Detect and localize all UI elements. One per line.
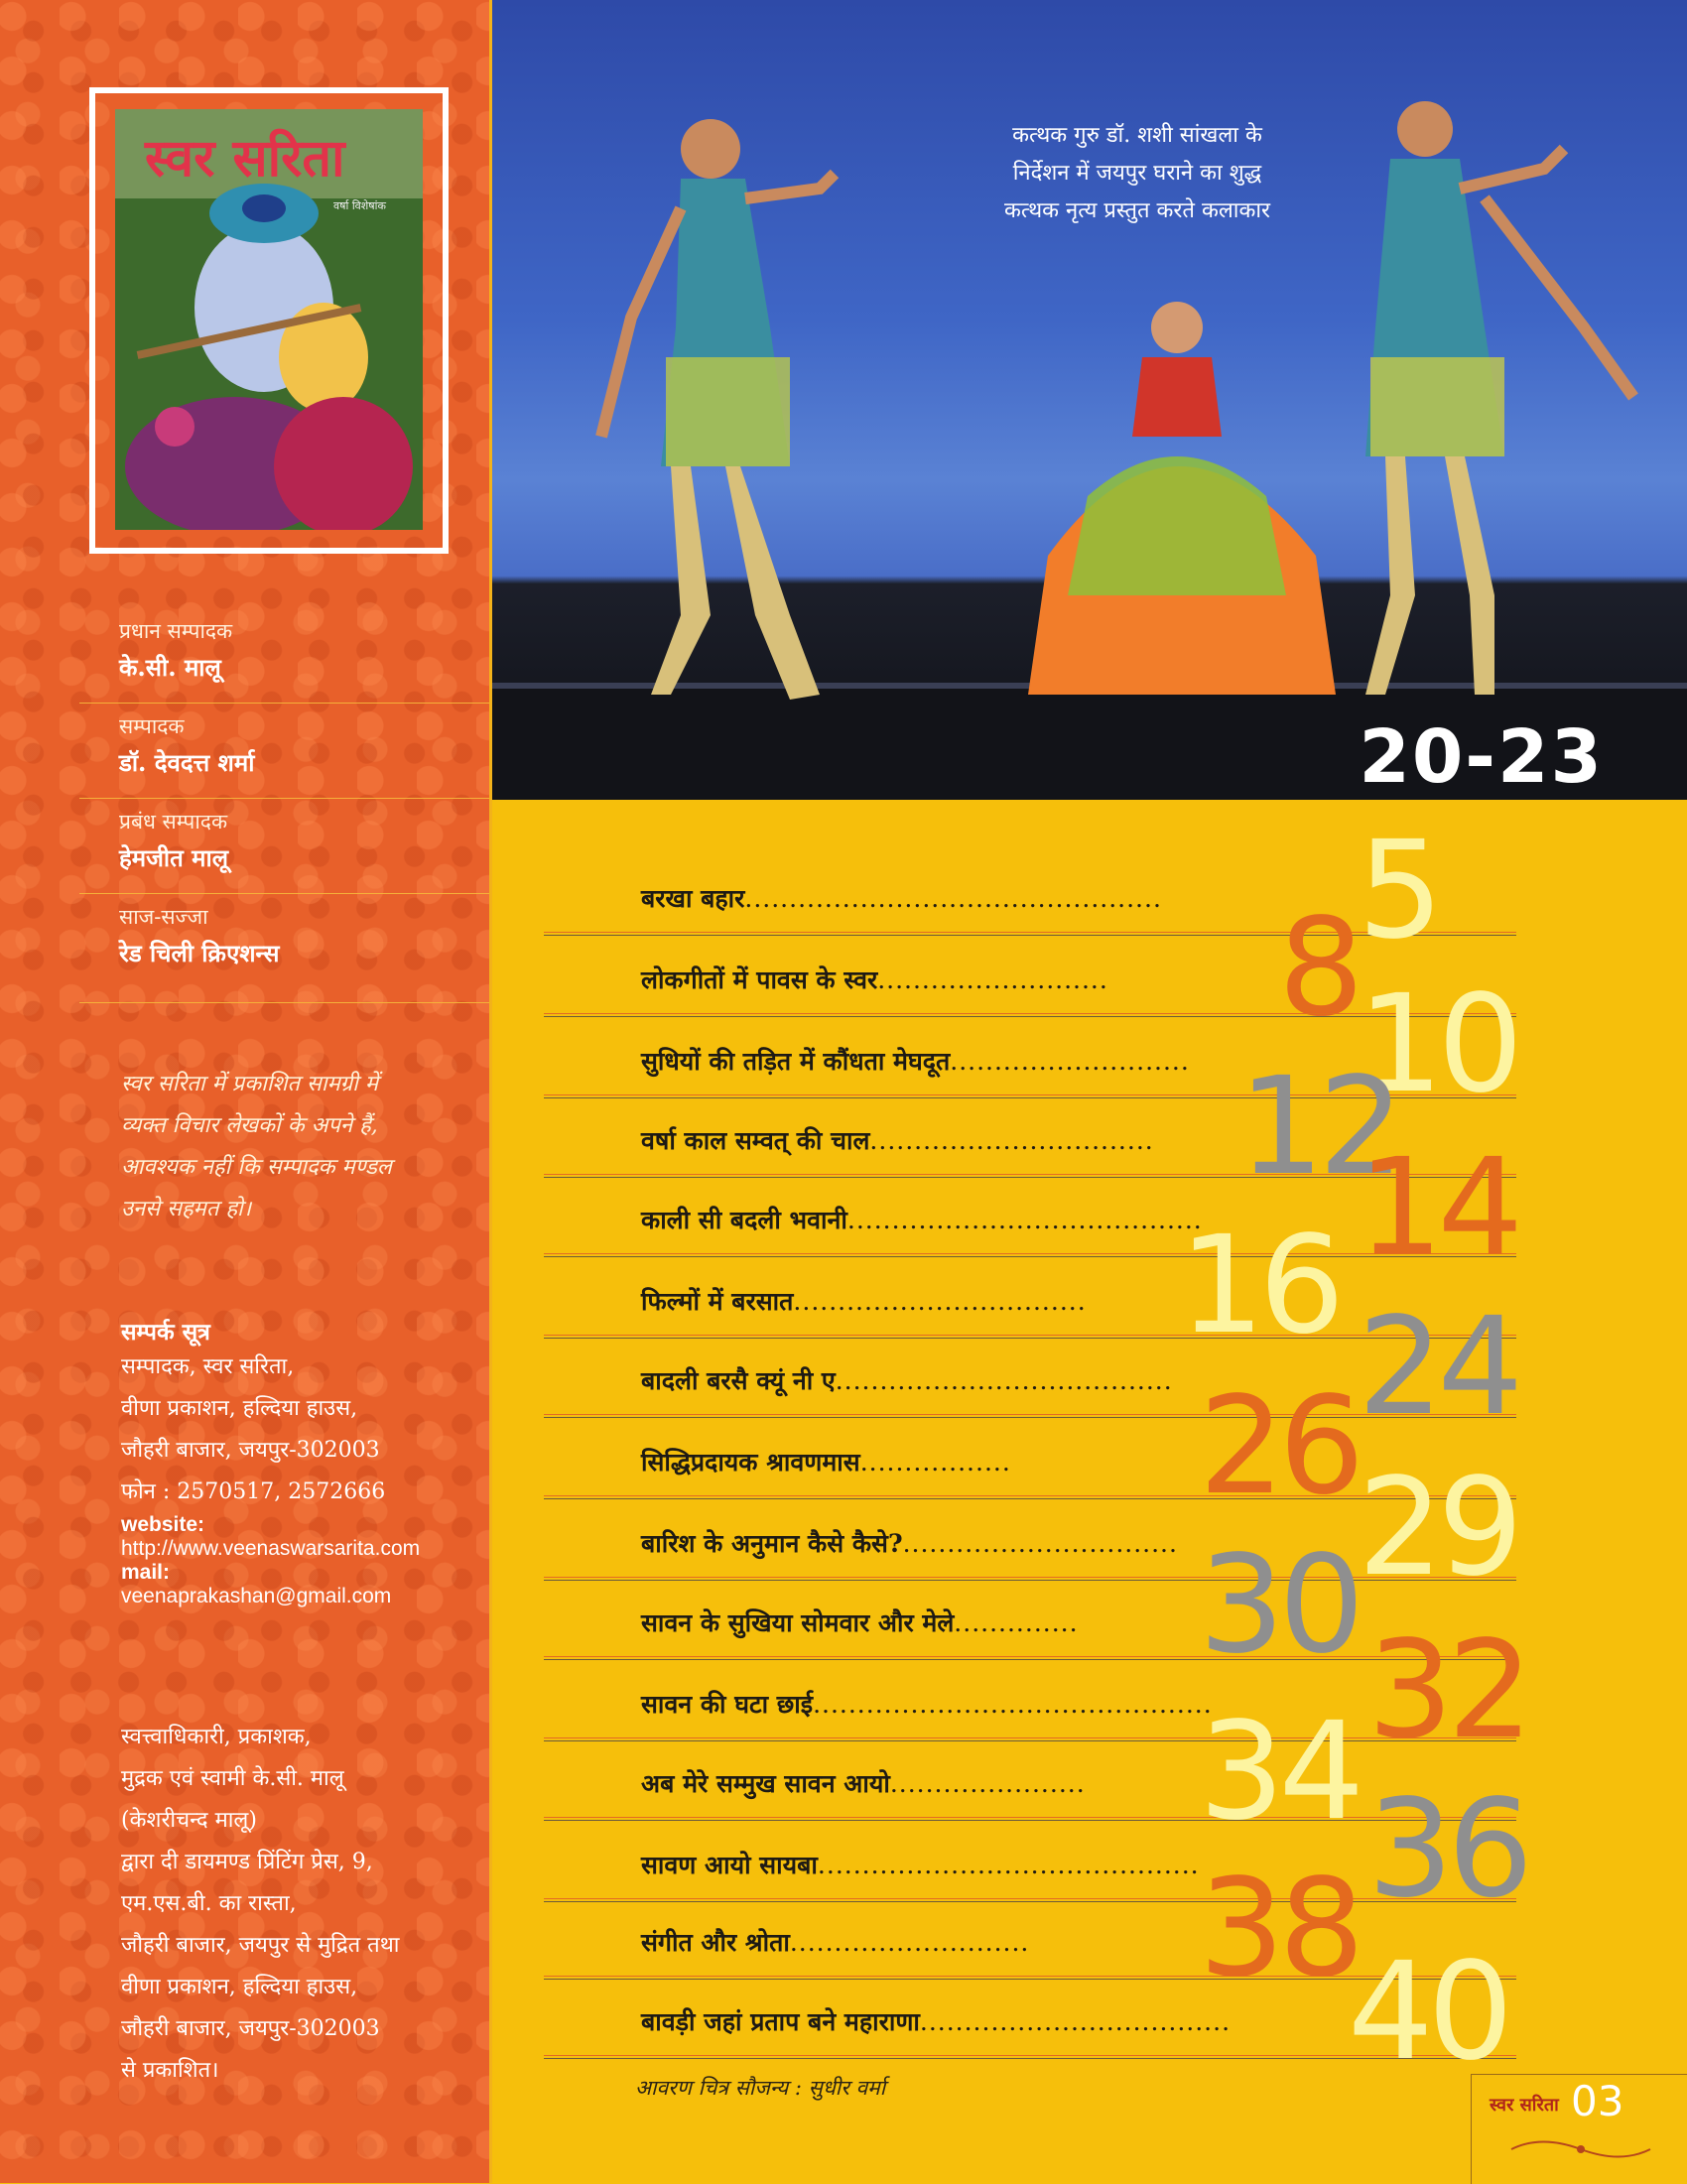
toc-title-text: सुधियों की तड़ित में कौंधता मेघदूत xyxy=(641,1047,951,1076)
toc-title-text: बादली बरसै क्यूं नी ए xyxy=(641,1366,836,1395)
staff-editor xyxy=(79,712,489,802)
toc-page-number: 12 xyxy=(1238,1049,1399,1206)
toc-leader-dots: ................. xyxy=(859,1448,1011,1477)
publisher-line: जौहरी बाजार, जयपुर से मुद्रित तथा xyxy=(121,1933,400,1958)
staff-name: के.सी. मालू xyxy=(119,653,221,682)
publisher-line: से प्रकाशित। xyxy=(121,2058,219,2083)
toc-page-number: 24 xyxy=(1358,1289,1518,1446)
toc-entry-title xyxy=(641,1606,1079,1639)
folio-page-number: 03 xyxy=(1571,2077,1624,2125)
divider xyxy=(79,798,489,799)
toc-leader-dots: ...................................... xyxy=(835,1366,1173,1395)
toc-entry-title xyxy=(641,1363,1173,1397)
staff-name: हेमजीत मालू xyxy=(119,843,228,872)
toc-entry-title xyxy=(641,1284,1087,1318)
contact-line: वीणा प्रकाशन, हल्दिया हाउस, xyxy=(121,1396,358,1421)
disclaimer-line: आवश्यक नहीं कि सम्पादक मण्डल xyxy=(121,1155,392,1180)
cover-frame xyxy=(89,87,449,554)
staff-role: सम्पादक xyxy=(119,714,185,738)
toc-leader-dots: ........................................ xyxy=(846,1206,1203,1234)
toc-page-number: 38 xyxy=(1199,1851,1360,2007)
toc-entry-title xyxy=(641,2004,1231,2038)
caption-line: कत्थक नृत्य प्रस्तुत करते कलाकार xyxy=(1003,198,1271,223)
toc-entry-title xyxy=(641,1526,1178,1560)
toc-leader-dots: ............................................. xyxy=(813,1690,1213,1719)
toc-entry-title xyxy=(641,1687,1213,1721)
sidebar xyxy=(0,0,489,2183)
toc-page-number: 29 xyxy=(1358,1450,1518,1606)
disclaimer-line: स्वर सरिता में प्रकाशित सामग्री में xyxy=(121,1072,379,1096)
staff-name: रेड चिली क्रिएशन्स xyxy=(119,939,280,967)
contact-heading: सम्पर्क सूत्र xyxy=(121,1319,210,1346)
toc-title-text: वर्षा काल सम्वत् की चाल xyxy=(641,1126,870,1155)
disclaimer-line: उनसे सहमत हो। xyxy=(121,1197,252,1221)
disclaimer-line: व्यक्त विचार लेखकों के अपने हैं, xyxy=(121,1113,378,1138)
cover-thumbnail[interactable] xyxy=(115,109,423,530)
toc-entry-title xyxy=(641,1925,1029,1959)
toc-leader-dots: ................................... xyxy=(919,2007,1232,2036)
toc-leader-dots: ............................................... xyxy=(744,884,1162,913)
toc-page-number: 16 xyxy=(1179,1208,1340,1364)
toc-page-number: 34 xyxy=(1199,1694,1360,1851)
staff-role: साज-सज्जा xyxy=(119,905,208,929)
toc-entry-title xyxy=(641,881,1162,915)
toc-leader-dots: ............................... xyxy=(902,1529,1178,1558)
staff-chief-editor xyxy=(79,617,489,707)
disclaimer xyxy=(121,1064,478,1230)
website-label: website: xyxy=(121,1513,205,1536)
publisher-line: वीणा प्रकाशन, हल्दिया हाउस, xyxy=(121,1975,358,1999)
toc-title-text: सिद्धिप्रदायक श्रावणमास xyxy=(641,1448,860,1477)
publisher-line: जौहरी बाजार, जयपुर-302003 xyxy=(121,2016,380,2041)
publisher-line: स्वत्त्वाधिकारी, प्रकाशक, xyxy=(121,1725,312,1749)
toc-entry-title xyxy=(641,1848,1200,1881)
staff-managing-editor xyxy=(79,808,489,897)
staff-name: डॉ. देवदत्त शर्मा xyxy=(119,748,255,777)
photo-caption xyxy=(929,117,1346,230)
staff-role: प्रधान सम्पादक xyxy=(119,619,233,643)
toc-leader-dots: .............. xyxy=(954,1608,1079,1637)
contact-block xyxy=(121,1315,478,1608)
toc-title-text: सावन के सुखिया सोमवार और मेले xyxy=(641,1608,955,1637)
toc-page-number: 32 xyxy=(1367,1612,1528,1769)
toc-entry-title xyxy=(641,1203,1203,1236)
contact-line: फोन : 2570517, 2572666 xyxy=(121,1479,386,1504)
toc-title-text: अब मेरे सम्मुख सावन आयो xyxy=(641,1769,890,1798)
staff-design xyxy=(79,903,489,1002)
contact-line: जौहरी बाजार, जयपुर-302003 xyxy=(121,1438,380,1463)
toc-title-text: सावन की घटा छाई xyxy=(641,1690,814,1719)
publisher-info xyxy=(121,1717,498,2092)
publisher-line: एम.एस.बी. का रास्ता, xyxy=(121,1891,297,1916)
toc-leader-dots: ...................... xyxy=(889,1769,1086,1798)
toc-leader-dots: ........................... xyxy=(950,1047,1190,1076)
cover-title: स्वर सरिता xyxy=(145,128,345,189)
toc-page-number: 40 xyxy=(1348,1934,1508,2091)
toc-entry-title xyxy=(641,1766,1086,1800)
mail-label: mail: xyxy=(121,1561,171,1584)
toc-leader-dots: ........................................... xyxy=(817,1851,1200,1879)
ornament-icon xyxy=(1501,2134,1660,2164)
toc-page-number: 8 xyxy=(1278,890,1359,1047)
toc-leader-dots: ................................ xyxy=(869,1126,1154,1155)
toc-title-text: बरखा बहार xyxy=(641,884,745,913)
toc-title-text: लोकगीतों में पावस के स्वर xyxy=(641,965,878,994)
toc-entry-title xyxy=(641,1044,1190,1078)
feature-photo[interactable] xyxy=(492,0,1687,800)
caption-line: निर्देशन में जयपुर घराने का शुद्ध xyxy=(1012,161,1262,186)
toc-entry-title xyxy=(641,1123,1154,1157)
publisher-line: मुद्रक एवं स्वामी के.सी. मालू xyxy=(121,1766,344,1791)
publisher-line: द्वारा दी डायमण्ड प्रिंटिंग प्रेस, 9, xyxy=(121,1850,373,1874)
toc-title-text: संगीत और श्रोता xyxy=(641,1928,790,1957)
toc-page-number: 30 xyxy=(1199,1527,1360,1684)
cover-subtitle: वर्षा विशेषांक xyxy=(333,199,386,212)
toc-entry-title xyxy=(641,963,1108,996)
photo-page-range: 20-23 xyxy=(1359,714,1604,800)
publisher-line: (केशरीचन्द मालू) xyxy=(121,1808,257,1833)
toc-page-number: 14 xyxy=(1358,1130,1518,1287)
contact-line: सम्पादक, स्वर सरिता, xyxy=(121,1354,295,1379)
mail-link[interactable]: veenaprakashan@gmail.com xyxy=(121,1585,392,1607)
divider xyxy=(79,703,489,704)
caption-line: कत्थक गुरु डॉ. शशी सांखला के xyxy=(1012,123,1262,148)
toc-page-number: 10 xyxy=(1358,966,1518,1123)
toc-leader-dots: .......................... xyxy=(877,965,1108,994)
toc-title-text: सावण आयो सायबा xyxy=(641,1851,818,1879)
toc-title-text: काली सी बदली भवानी xyxy=(641,1206,847,1234)
divider xyxy=(79,893,489,894)
toc-leader-dots: ........................... xyxy=(789,1928,1030,1957)
website-link[interactable]: http://www.veenaswarsarita.com xyxy=(121,1537,421,1560)
toc-title-text: बावड़ी जहां प्रताप बने महाराणा xyxy=(641,2007,920,2036)
divider xyxy=(79,1002,489,1003)
toc-title-text: बारिश के अनुमान कैसे कैसे? xyxy=(641,1529,903,1558)
staff-role: प्रबंध सम्पादक xyxy=(119,810,228,834)
folio-magazine-name: स्वर सरिता xyxy=(1490,2095,1559,2116)
toc-page-number: 5 xyxy=(1358,813,1438,969)
toc-page-number: 36 xyxy=(1367,1771,1528,1928)
toc-page-number: 26 xyxy=(1199,1368,1360,1525)
page-folio xyxy=(1471,2074,1687,2184)
toc-title-text: फिल्मों में बरसात xyxy=(641,1287,794,1316)
toc-entry-title xyxy=(641,1445,1011,1478)
toc-leader-dots: ................................. xyxy=(793,1287,1087,1316)
cover-credit: आवरण चित्र सौजन्य : सुधीर वर्मा xyxy=(635,2076,886,2100)
